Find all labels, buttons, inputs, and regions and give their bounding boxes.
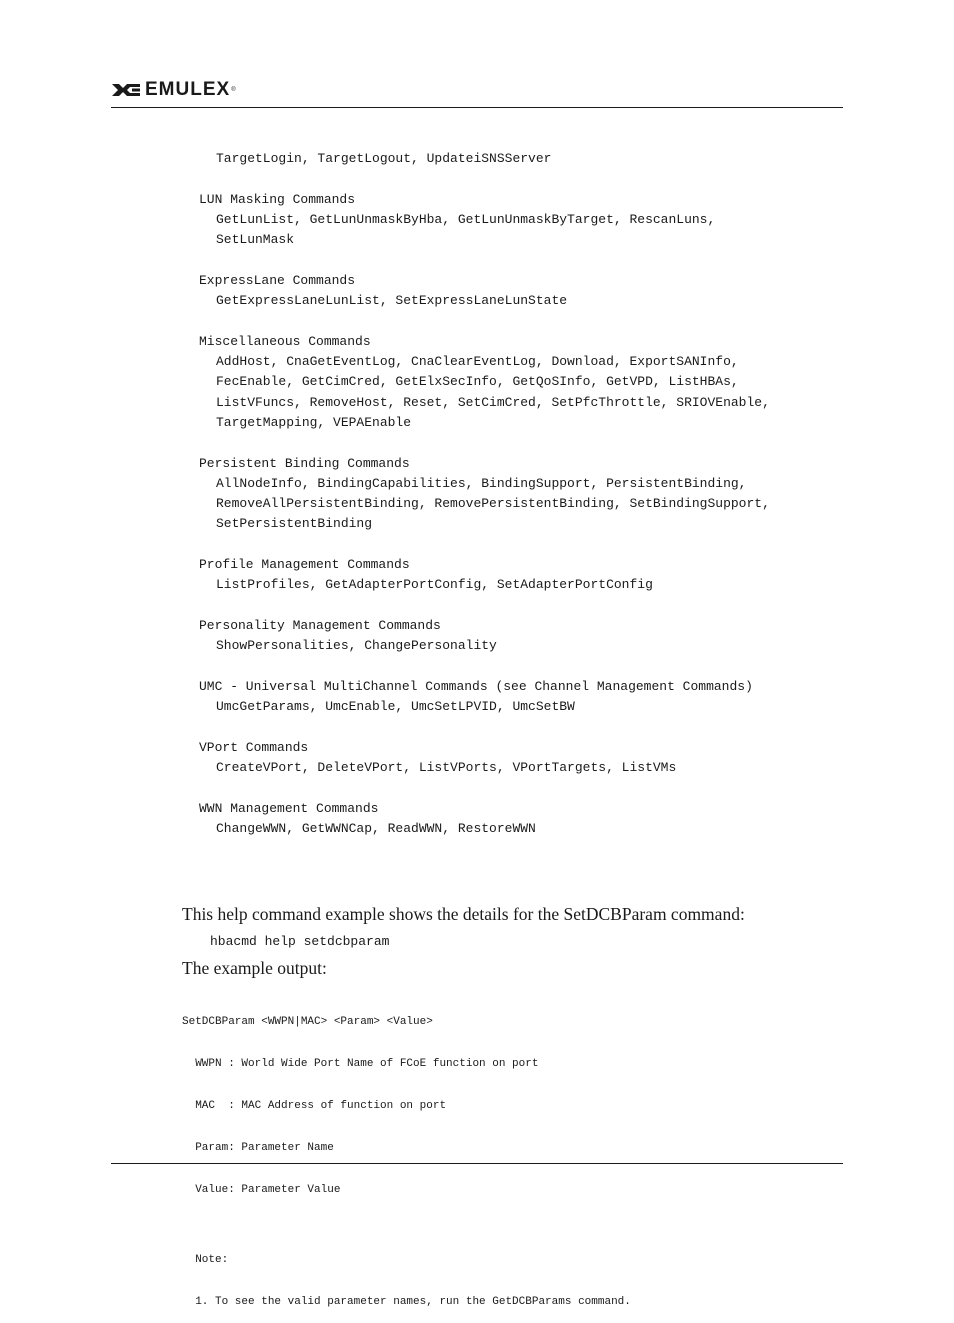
example-output [182,987,631,1323]
command-group-title: WWN Management Commands [199,800,379,816]
command-names-line: ChangeWWN, GetWWNCap, ReadWWN, RestoreWWN [216,820,536,836]
logo-trademark: ® [231,87,236,93]
command-names-line: ListVFuncs, RemoveHost, Reset, SetCimCred, SetPfcThrottle, SRIOVEnable, [216,394,770,410]
output-heading: The example output: [182,958,327,978]
command-group-title: LUN Masking Commands [199,191,356,207]
output-line: MAC : MAC Address of function on port [182,1100,447,1112]
output-line: Param: Parameter Name [182,1142,334,1154]
output-line: Value: Parameter Value [182,1184,341,1196]
command-names-line: FecEnable, GetCimCred, GetElxSecInfo, GetQoSInfo, GetVPD, ListHBAs, [216,374,739,390]
header-rule [111,107,843,108]
command-group-title: UMC - Universal MultiChannel Commands (see Channel Management Commands) [199,678,753,694]
output-line: 1. To see the valid parameter names, run the GetDCBParams command. [182,1296,631,1308]
command-names-line: ShowPersonalities, ChangePersonality [216,638,497,654]
example-command: hbacmd help setdcbparam [210,934,390,949]
command-names-line: RemoveAllPersistentBinding, RemovePersistentBinding, SetBindingSupport, [216,496,770,512]
command-names-line: SetPersistentBinding [216,516,373,532]
command-group-title: Personality Management Commands [199,617,441,633]
emulex-logo [111,80,236,100]
command-names-line: UmcGetParams, UmcEnable, UmcSetLPVID, UmcSetBW [216,699,575,715]
output-line: SetDCBParam <WWPN|MAC> <Param> <Value> [182,1016,433,1028]
command-group-title: Persistent Binding Commands [199,455,410,471]
command-group-title: Profile Management Commands [199,557,410,572]
intro-paragraph: This help command example shows the details for the SetDCBParam command: [182,904,745,924]
command-group-title: VPort Commands [199,739,309,755]
command-names-line: TargetMapping, VEPAEnable [216,414,412,430]
output-line: WWPN : World Wide Port Name of FCoE function on port [182,1058,539,1070]
command-names-line: ListProfiles, GetAdapterPortConfig, SetAdapterPortConfig [216,577,653,593]
command-names-line: SetLunMask [216,232,295,248]
command-names-line: CreateVPort, DeleteVPort, ListVPorts, VPortTargets, ListVMs [216,760,677,775]
command-names-line: AddHost, CnaGetEventLog, CnaClearEventLog, Download, ExportSANInfo, [216,354,739,369]
command-names-line: GetExpressLaneLunList, SetExpressLaneLunState [216,293,568,309]
command-names-line: GetLunList, GetLunUnmaskByHba, GetLunUnmaskByTarget, RescanLuns, [216,211,716,227]
command-group-title: ExpressLane Commands [199,272,356,288]
output-line: Note: [182,1254,229,1266]
command-names-line: AllNodeInfo, BindingCapabilities, BindingSupport, PersistentBinding, [216,475,747,491]
emulex-mark-icon [111,82,141,98]
command-names-line: TargetLogin, TargetLogout, UpdateiSNSServer [216,151,552,166]
command-group-title: Miscellaneous Commands [199,333,371,349]
logo-wordmark: EMULEX [145,79,231,100]
footer-rule [111,1163,843,1164]
